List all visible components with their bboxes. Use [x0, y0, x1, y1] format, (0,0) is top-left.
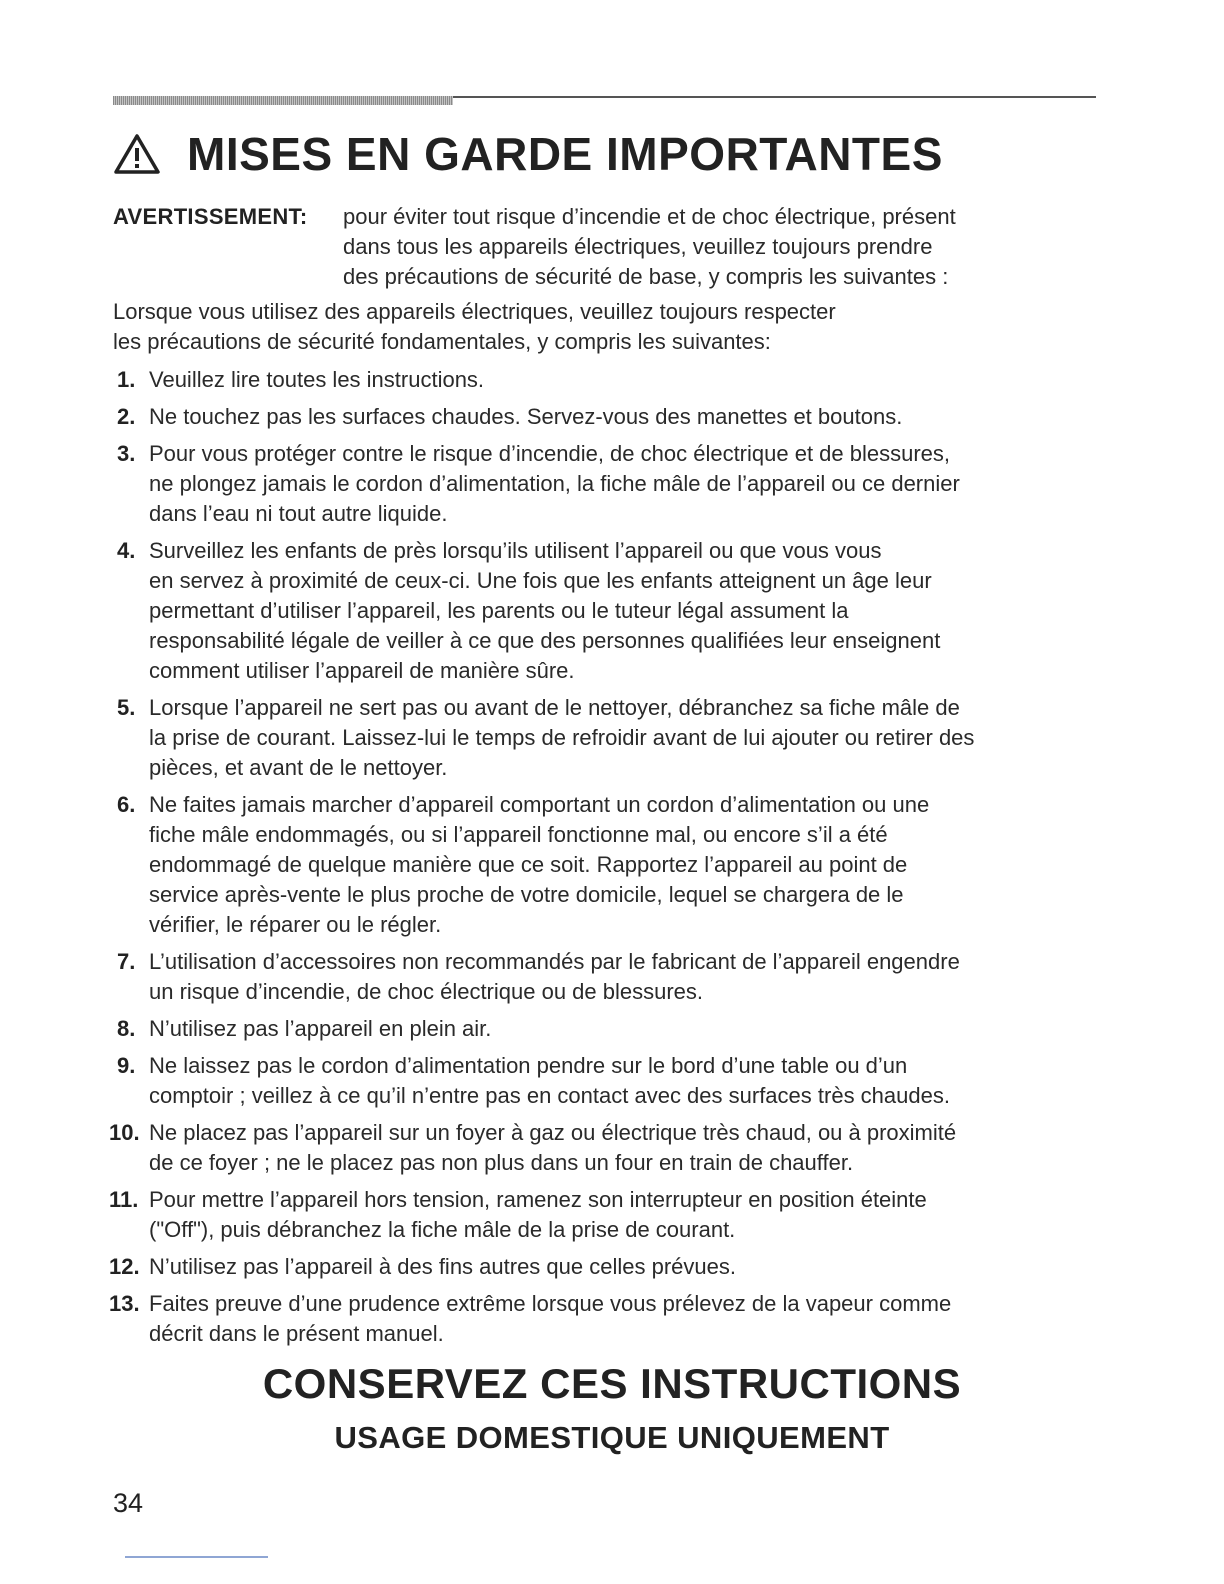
page-number: 34 — [113, 1488, 144, 1518]
list-item-number: 3. — [117, 441, 136, 466]
list-item — [109, 1289, 1103, 1349]
warning-triangle-icon — [113, 133, 161, 175]
warning-text — [343, 202, 1083, 292]
list-item-number: 11. — [109, 1187, 139, 1212]
list-item-line: dans l’eau ni tout autre liquide. — [149, 501, 448, 526]
list-item-line: Veuillez lire toutes les instructions. — [149, 367, 485, 392]
list-item-line: Ne laissez pas le cordon d’alimentation pendre sur le bord d’une table ou d’un — [149, 1053, 908, 1078]
list-item-line: endommagé de quelque manière que ce soit. Rapportez l’appareil au point de — [149, 852, 908, 877]
list-item-line: de ce foyer ; ne le placez pas non plus dans un four en train de chauffer. — [149, 1150, 854, 1175]
keep-instructions-heading: CONSERVEZ CES INSTRUCTIONS — [262, 1360, 962, 1407]
warning-label: AVERTISSEMENT: — [113, 204, 308, 229]
list-item-line: N’utilisez pas l’appareil en plein air. — [149, 1016, 492, 1041]
list-item-number: 12. — [109, 1254, 140, 1279]
list-item-line: décrit dans le présent manuel. — [149, 1321, 444, 1346]
list-item-line: un risque d’incendie, de choc électrique ou de blessures. — [149, 979, 704, 1004]
list-item-line: permettant d’utiliser l’appareil, les parents ou le tuteur légal assument la — [149, 598, 849, 623]
list-item-number: 1. — [117, 367, 136, 392]
list-item-line: Ne placez pas l’appareil sur un foyer à gaz ou électrique très chaud, ou à proximité — [149, 1120, 957, 1145]
footer-rule — [125, 1556, 268, 1558]
list-item-line: en servez à proximité de ceux-ci. Une fois que les enfants atteignent un âge leur — [149, 568, 932, 593]
list-item-line: Pour vous protéger contre le risque d’incendie, de choc électrique et de blessures, — [149, 441, 951, 466]
warning-line: des précautions de sécurité de base, y compris les suivantes : — [343, 264, 949, 289]
list-item-number: 9. — [117, 1053, 136, 1078]
list-item-line: Faites preuve d’une prudence extrême lorsque vous prélevez de la vapeur comme — [149, 1291, 952, 1316]
list-item-line: vérifier, le réparer ou le régler. — [149, 912, 442, 937]
intro-paragraph — [113, 297, 836, 357]
list-item-line: Ne faites jamais marcher d’appareil comportant un cordon d’alimentation ou une — [149, 792, 930, 817]
list-item — [109, 1185, 1103, 1245]
header-rule-shade — [113, 96, 453, 105]
list-item-line: comment utiliser l’appareil de manière sûre. — [149, 658, 575, 683]
list-item — [113, 693, 1103, 783]
list-item — [113, 1051, 1103, 1111]
warning-line: pour éviter tout risque d’incendie et de choc électrique, présent — [343, 204, 956, 229]
list-item-number: 2. — [117, 404, 136, 429]
list-item-line: Surveillez les enfants de près lorsqu’ils utilisent l’appareil ou que vous vous — [149, 538, 882, 563]
list-item — [113, 790, 1103, 940]
intro-line: les précautions de sécurité fondamentales, y compris les suivantes: — [113, 329, 771, 354]
list-item-line: Pour mettre l’appareil hors tension, ramenez son interrupteur en position éteinte — [149, 1187, 927, 1212]
warning-line: dans tous les appareils électriques, veuillez toujours prendre — [343, 234, 933, 259]
list-item — [109, 1252, 1103, 1282]
list-item-line: responsabilité légale de veiller à ce que des personnes qualifiées leur enseignent — [149, 628, 941, 653]
list-item-number: 7. — [117, 949, 136, 974]
list-item-line: N’utilisez pas l’appareil à des fins autres que celles prévues. — [149, 1254, 736, 1279]
list-item-line: la prise de courant. Laissez-lui le temps de refroidir avant de lui ajouter ou retirer des — [149, 725, 975, 750]
list-item — [113, 365, 1103, 395]
list-item — [113, 1014, 1103, 1044]
list-item-number: 5. — [117, 695, 136, 720]
list-item-number: 8. — [117, 1016, 136, 1041]
list-item — [113, 402, 1103, 432]
list-item-line: Ne touchez pas les surfaces chaudes. Servez-vous des manettes et boutons. — [149, 404, 903, 429]
list-item-number: 6. — [117, 792, 136, 817]
list-item-line: pièces, et avant de le nettoyer. — [149, 755, 448, 780]
list-item — [113, 536, 1103, 686]
page-title-text: MISES EN GARDE IMPORTANTES — [187, 128, 943, 180]
household-use-heading: USAGE DOMESTIQUE UNIQUEMENT — [334, 1420, 890, 1455]
list-item-line: Lorsque l’appareil ne sert pas ou avant de le nettoyer, débranchez sa fiche mâle de — [149, 695, 960, 720]
list-item-number: 13. — [109, 1291, 140, 1316]
list-item-number: 10. — [109, 1120, 140, 1145]
list-item-line: service après-vente le plus proche de votre domicile, lequel se chargera de le — [149, 882, 904, 907]
list-item — [109, 1118, 1103, 1178]
page-title — [113, 124, 943, 184]
list-item — [113, 947, 1103, 1007]
list-item-line: ne plongez jamais le cordon d’alimentation, la fiche mâle de l’appareil ou ce dernier — [149, 471, 960, 496]
list-item — [113, 439, 1103, 529]
list-item-line: ("Off"), puis débranchez la fiche mâle de la prise de courant. — [149, 1217, 736, 1242]
intro-line: Lorsque vous utilisez des appareils électriques, veuillez toujours respecter — [113, 299, 836, 324]
list-item-line: fiche mâle endommagés, ou si l’appareil fonctionne mal, ou encore s’il a été — [149, 822, 888, 847]
list-item-number: 4. — [117, 538, 136, 563]
instruction-list — [109, 365, 1103, 1356]
list-item-line: L’utilisation d’accessoires non recommandés par le fabricant de l’appareil engendre — [149, 949, 960, 974]
list-item-line: comptoir ; veillez à ce qu’il n’entre pas en contact avec des surfaces très chaudes. — [149, 1083, 950, 1108]
